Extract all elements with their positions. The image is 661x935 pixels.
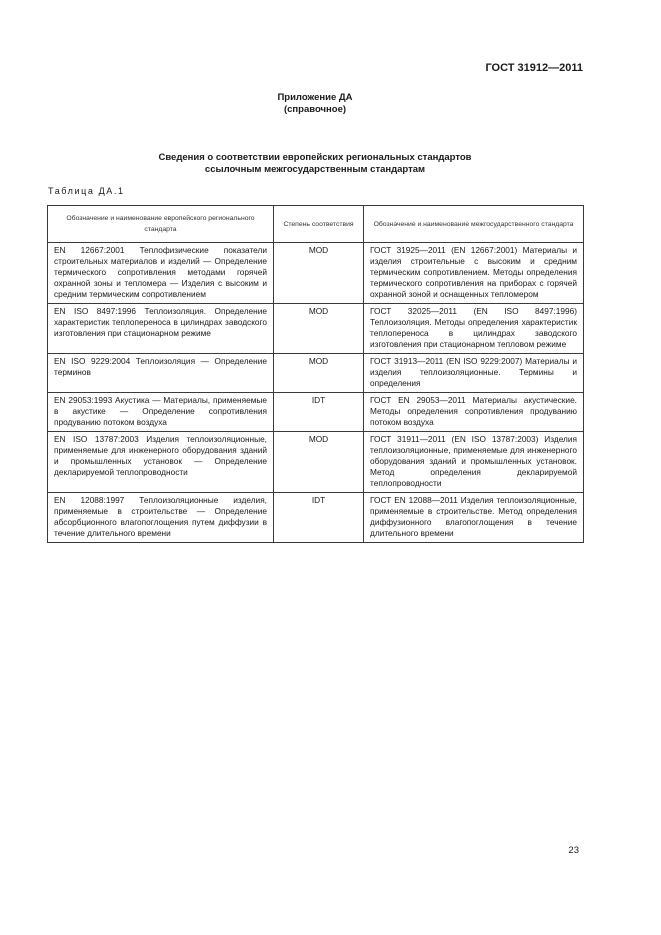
header-interstate-standard: Обозначение и наименование межгосударственного стандарта <box>364 206 584 243</box>
cell-interstate: ГОСТ EN 12088—2011 Изделия теплоизоляционные, применяемые в строительстве. Метод определения диффузионного влагопоглощения в течение длительного времени <box>364 493 584 543</box>
cell-degree: MOD <box>274 243 364 304</box>
table-row <box>48 493 584 543</box>
cell-european: EN 12667:2001 Теплофизические показатели строительных материалов и изделий — Определение термического сопротивления методами горячей охранной зоны и тепломера — Изделия с высоким и средним термическим сопротивлением <box>48 243 274 304</box>
header-european-standard: Обозначение и наименование европейского регионального стандарта <box>48 206 274 243</box>
table-row <box>48 393 584 432</box>
cell-european: EN 29053:1993 Акустика — Материалы, применяемые в акустике — Определение сопротивления продуванию потоком воздуха <box>48 393 274 432</box>
cell-european: EN ISO 8497:1996 Теплоизоляция. Определение характеристик теплопереноса в цилиндрах заводского изготовления при стационарном режиме <box>48 304 274 354</box>
annex-type: (справочное) <box>283 104 347 115</box>
cell-degree: MOD <box>274 432 364 493</box>
table-row <box>48 432 584 493</box>
cell-interstate: ГОСТ 31913—2011 (EN ISO 9229:2007) Материалы и изделия теплоизоляционные. Термины и определения <box>364 354 584 393</box>
cell-interstate: ГОСТ 31911—2011 (EN ISO 13787:2003) Изделия теплоизоляционные, применяемые для инженерного оборудования зданий и промышленных установок. Метод определения декларируемой теплопроводности <box>364 432 584 493</box>
document-number: ГОСТ 31912—2011 <box>485 62 583 74</box>
cell-degree: MOD <box>274 354 364 393</box>
table-header-row <box>48 206 584 243</box>
table-caption: Таблица ДА.1 <box>48 186 125 196</box>
cell-interstate: ГОСТ 31925—2011 (EN 12667:2001) Материалы и изделия строительные с высоким и средним термическим сопротивлением. Методы определения термического сопротивления на приборах с горячей охранной зоной и оснащенных тепломером <box>364 243 584 304</box>
heading-line-2: ссылочным межгосударственным стандартам <box>204 164 426 175</box>
annex-title-block <box>0 92 630 116</box>
cell-degree: IDT <box>274 493 364 543</box>
cell-european: EN ISO 9229:2004 Теплоизоляция — Определение терминов <box>48 354 274 393</box>
cell-degree: IDT <box>274 393 364 432</box>
cell-interstate: ГОСТ EN 29053—2011 Материалы акустические. Методы определения сопротивления продуванию потоком воздуха <box>364 393 584 432</box>
table-row <box>48 243 584 304</box>
cell-degree: MOD <box>274 304 364 354</box>
annex-title: Приложение ДА <box>277 92 353 103</box>
cell-interstate: ГОСТ 32025—2011 (EN ISO 8497:1996) Теплоизоляция. Методы определения характеристик теплопереноса в цилиндрах заводского изготовления при стационарном тепловом режиме <box>364 304 584 354</box>
table-row <box>48 354 584 393</box>
cell-european: EN 12088:1997 Теплоизоляционные изделия, применяемые в строительстве — Определение абсорбционного влагопоглощения путем диффузии в течение длительного времени <box>48 493 274 543</box>
header-degree-of-correspondence: Степень соответствия <box>274 206 364 243</box>
table-row <box>48 304 584 354</box>
section-heading <box>0 152 630 176</box>
cell-european: EN ISO 13787:2003 Изделия теплоизоляционные, применяемые для инженерного оборудования зданий и промышленных установок — Определение декларируемой теплопроводности <box>48 432 274 493</box>
heading-line-1: Сведения о соответствии европейских региональных стандартов <box>158 152 472 163</box>
page-number: 23 <box>568 845 579 856</box>
correspondence-table <box>47 205 584 543</box>
